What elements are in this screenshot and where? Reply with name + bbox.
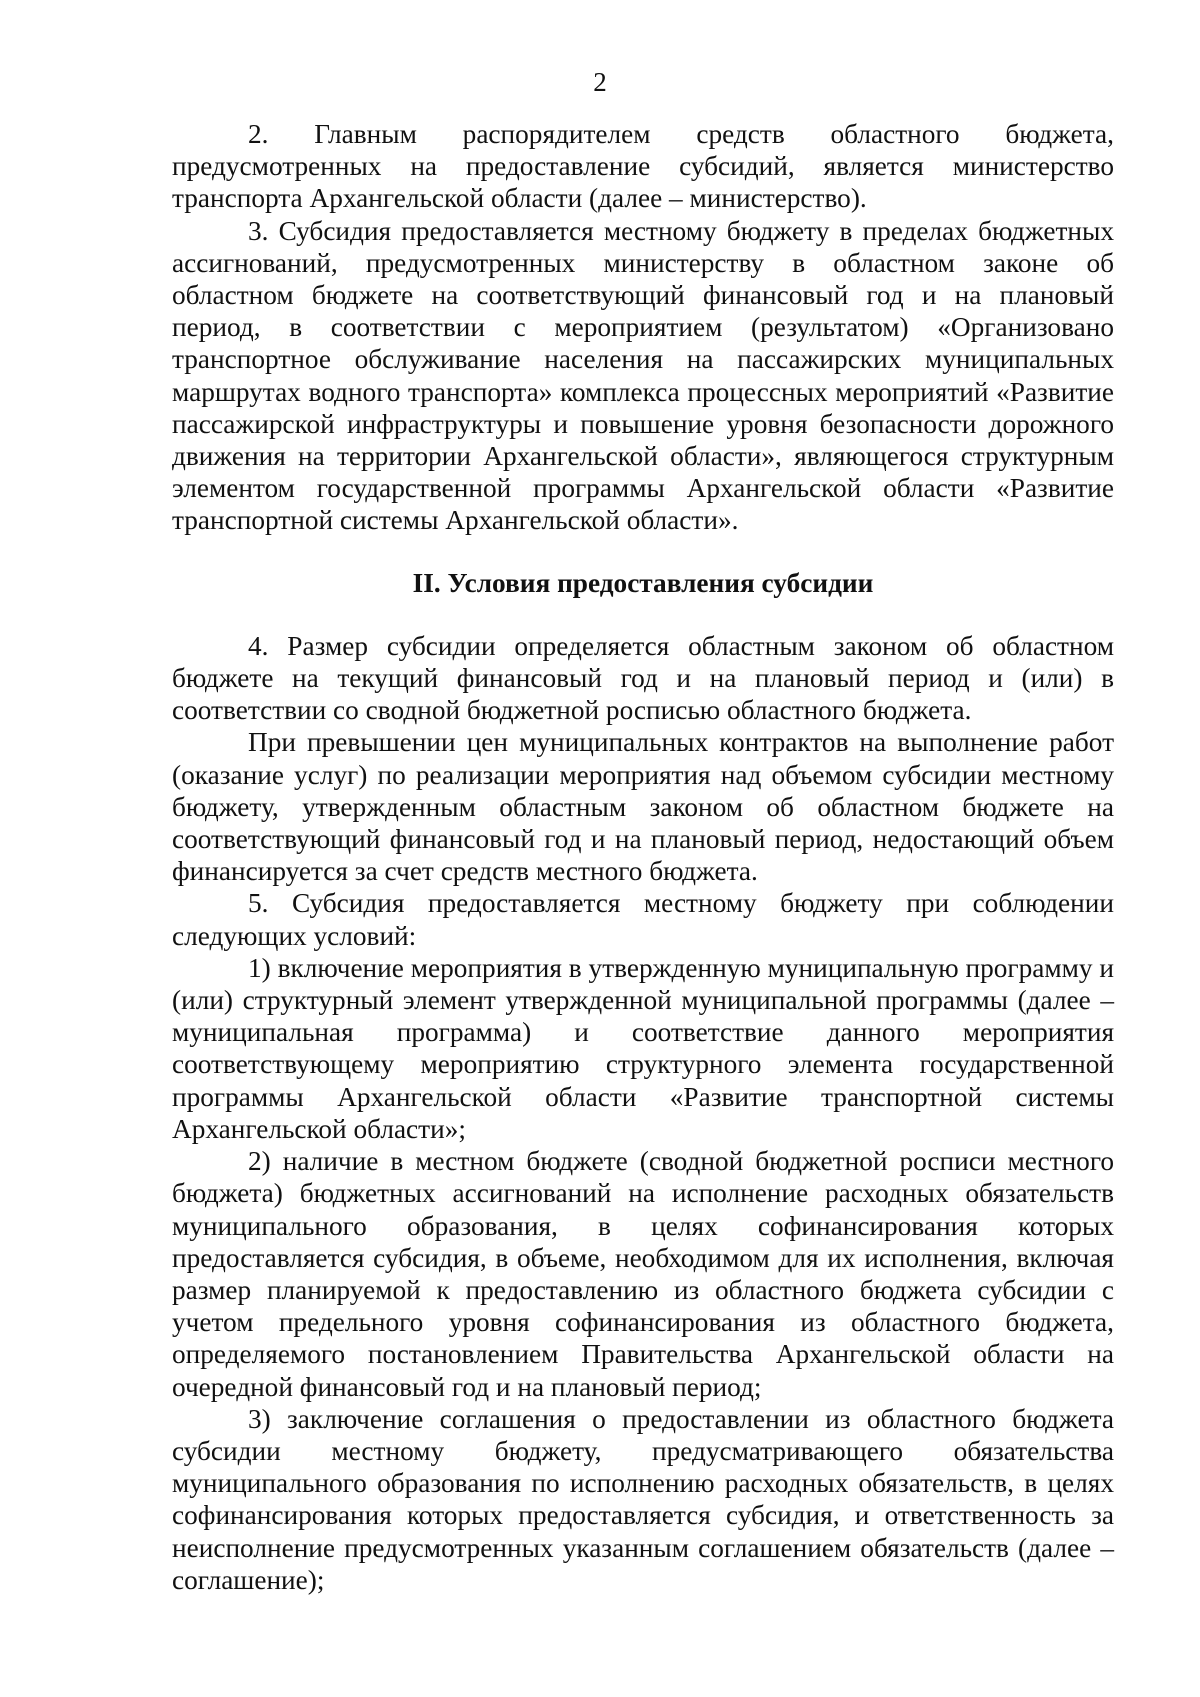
paragraph-4: 4. Размер субсидии определяется областным законом об областном бюджете на текущий финансовый год и на плановый период и (или) в соответствии со сводной бюджетной росписью областного бюджета. <box>172 630 1114 726</box>
paragraph-5: 5. Субсидия предоставляется местному бюджету при соблюдении следующих условий: <box>172 888 1114 951</box>
condition-item-3: 3) заключение соглашения о предоставлении из областного бюджета субсидии местному бюджету, предусматривающего обязательства муниципального образования по исполнению расходных обязательств, в целях софинансирования которых предоставляется субсидия, и ответственность за неисполнение предусмотренных указанным соглашением обязательств (далее – соглашение); <box>172 1403 1114 1595</box>
paragraph-3: 3. Субсидия предоставляется местному бюджету в пределах бюджетных ассигнований, предусмотренных министерству в областном законе об областном бюджете на соответствующий финансовый год и на плановый период, в соответствии с мероприятием (результатом) «Организовано транспортное обслуживание населения на пассажирских муниципальных маршрутах водного транспорта» комплекса процессных мероприятий «Развитие пассажирской инфраструктуры и повышение уровня безопасности дорожного движения на территории Архангельской области», являющегося структурным элементом государственной программы Архангельской области «Развитие транспортной системы Архангельской области». <box>172 215 1114 536</box>
section-heading: II. Условия предоставления субсидии <box>412 567 874 598</box>
condition-item-2: 2) наличие в местном бюджете (сводной бюджетной росписи местного бюджета) бюджетных ассигнований на исполнение расходных обязательств муниципального образования, в целях софинансирования которых предоставляется субсидия, в объеме, необходимом для их исполнения, включая размер планируемой к предоставлению из областного бюджета субсидии с учетом предельного уровня софинансирования из областного бюджета, определяемого постановлением Правительства Архангельской области на очередной финансовый год и на плановый период; <box>172 1146 1114 1402</box>
document-body <box>172 118 1114 1596</box>
paragraph-2: 2. Главным распорядителем средств областного бюджета, предусмотренных на предоставление субсидий, является министерство транспорта Архангельской области (далее – министерство). <box>172 119 1114 214</box>
paragraph-4-continuation: При превышении цен муниципальных контрактов на выполнение работ (оказание услуг) по реализации мероприятия над объемом субсидии местному бюджету, утвержденным областным законом об областном бюджете на соответствующий финансовый год и на плановый период, недостающий объем финансируется за счет средств местного бюджета. <box>172 727 1114 887</box>
page-number: 2 <box>593 67 607 97</box>
condition-item-1: 1) включение мероприятия в утвержденную муниципальную программу и (или) структурный элемент утвержденной муниципальной программы (далее – муниципальная программа) и соответствие данного мероприятия соответствующему мероприятию структурного элемента государственной программы Архангельской области «Развитие транспортной системы Архангельской области»; <box>172 952 1114 1144</box>
